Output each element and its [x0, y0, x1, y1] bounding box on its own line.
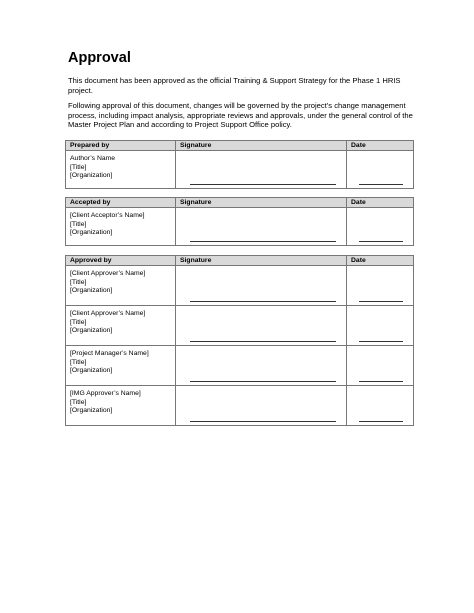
date-line — [359, 340, 403, 342]
signature-cell[interactable] — [176, 266, 347, 306]
signer-info — [66, 151, 176, 189]
table-row — [66, 346, 414, 386]
signature-line — [190, 340, 336, 342]
signature-line — [190, 420, 336, 422]
signer-info — [66, 306, 176, 346]
date-cell[interactable] — [347, 346, 414, 386]
signature-header: Signature — [176, 256, 347, 266]
signer-organization: [Organization] — [70, 172, 113, 180]
signer-name: [Project Manager’s Name] — [70, 350, 149, 357]
table-row — [66, 151, 414, 189]
date-line — [359, 240, 403, 242]
accepted-by-header: Accepted by — [66, 198, 176, 208]
signature-header: Signature — [176, 198, 347, 208]
table-row — [66, 386, 414, 426]
signer-title: [Title] — [70, 318, 87, 326]
date-header: Date — [347, 198, 414, 208]
signature-cell[interactable] — [176, 151, 347, 189]
signer-info — [66, 266, 176, 306]
signature-cell[interactable] — [176, 386, 347, 426]
table-row — [66, 208, 414, 246]
signer-organization: [Organization] — [70, 287, 113, 295]
signer-name: [Client Approver’s Name] — [70, 270, 146, 277]
date-line — [359, 300, 403, 302]
signature-line — [190, 240, 336, 242]
page-title: Approval — [68, 50, 131, 66]
signer-title: [Title] — [70, 278, 87, 286]
signer-title: [Title] — [70, 358, 87, 366]
signer-info — [66, 386, 176, 426]
accepted-by-table — [65, 197, 414, 246]
intro-paragraph: This document has been approved as the official Training & Support Strategy for the Phase 1 HRIS project. — [68, 76, 401, 95]
prepared-by-table — [65, 140, 414, 189]
signature-cell[interactable] — [176, 208, 347, 246]
signer-info — [66, 346, 176, 386]
table-row — [66, 266, 414, 306]
governance-paragraph: Following approval of this document, changes will be governed by the project’s change management process, including impact analysis, appropriate reviews and approvals, under the general control of the Master Project Plan and according to Project Support Office policy. — [68, 101, 413, 130]
approved-by-table — [65, 255, 414, 426]
date-line — [359, 183, 403, 185]
date-line — [359, 420, 403, 422]
signer-organization: [Organization] — [70, 229, 113, 237]
signer-title: [Title] — [70, 220, 87, 228]
date-header: Date — [347, 141, 414, 151]
date-cell[interactable] — [347, 306, 414, 346]
date-cell[interactable] — [347, 266, 414, 306]
signer-name: Author’s Name — [70, 155, 116, 162]
signature-cell[interactable] — [176, 306, 347, 346]
date-cell[interactable] — [347, 151, 414, 189]
signer-title: [Title] — [70, 163, 87, 171]
date-line — [359, 380, 403, 382]
signer-name: [Client Acceptor’s Name] — [70, 212, 145, 219]
signature-header: Signature — [176, 141, 347, 151]
table-row — [66, 306, 414, 346]
signature-line — [190, 300, 336, 302]
signer-title: [Title] — [70, 398, 87, 406]
signer-organization: [Organization] — [70, 407, 113, 415]
date-header: Date — [347, 256, 414, 266]
signature-cell[interactable] — [176, 346, 347, 386]
signer-info — [66, 208, 176, 246]
approved-by-header: Approved by — [66, 256, 176, 266]
signer-name: [Client Approver’s Name] — [70, 310, 146, 317]
signature-line — [190, 183, 336, 185]
date-cell[interactable] — [347, 386, 414, 426]
signer-organization: [Organization] — [70, 367, 113, 375]
signer-organization: [Organization] — [70, 327, 113, 335]
prepared-by-header: Prepared by — [66, 141, 176, 151]
signer-name: [IMG Approver’s Name] — [70, 390, 141, 397]
signature-line — [190, 380, 336, 382]
date-cell[interactable] — [347, 208, 414, 246]
